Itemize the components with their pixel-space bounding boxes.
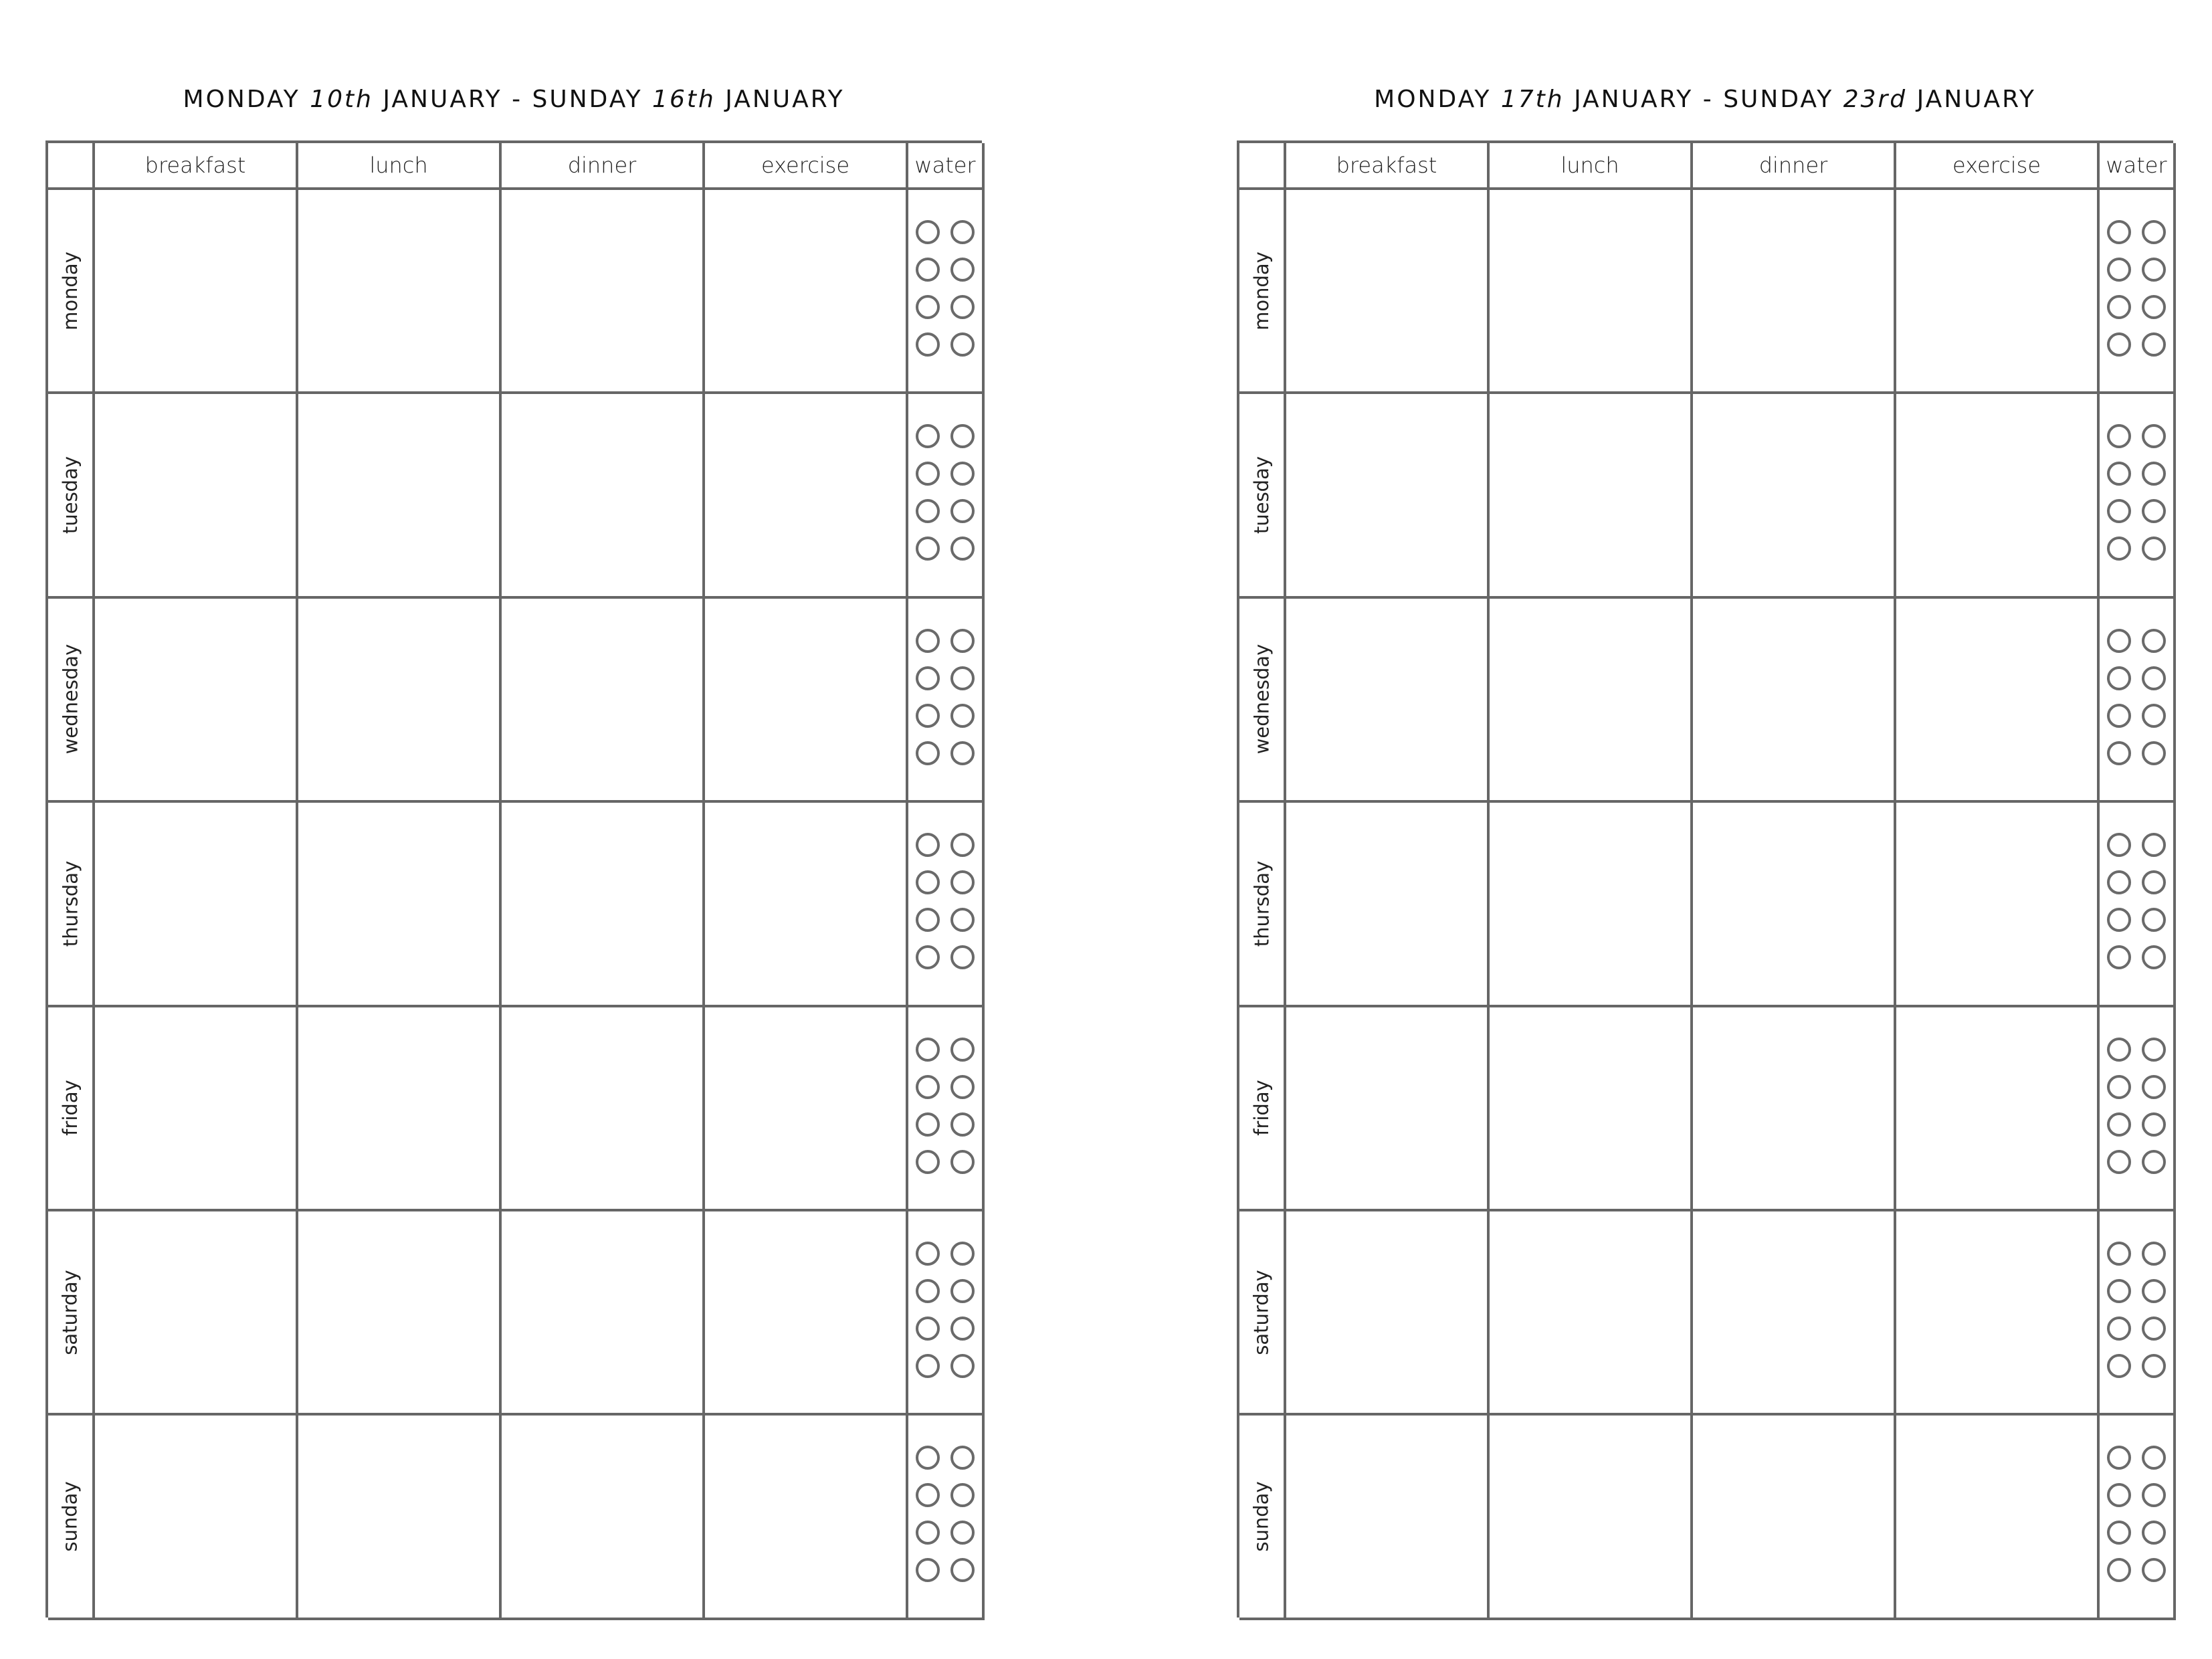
water-glass-circle[interactable]	[916, 424, 940, 448]
exercise-cell-saturday[interactable]	[1896, 1211, 2100, 1416]
dinner-cell-wednesday[interactable]	[502, 599, 705, 803]
water-glass-circle[interactable]	[950, 295, 975, 319]
day-label-cell-tuesday	[48, 394, 95, 598]
water-glass-circle[interactable]	[2107, 1354, 2131, 1378]
water-glass-circle[interactable]	[916, 258, 940, 282]
water-glass-circle[interactable]	[2142, 424, 2166, 448]
breakfast-cell-saturday[interactable]	[1286, 1211, 1490, 1416]
water-tracker-tuesday	[908, 394, 985, 598]
water-glass-circle[interactable]	[950, 833, 975, 857]
water-glass-circle[interactable]	[2142, 1354, 2166, 1378]
breakfast-cell-monday[interactable]	[95, 190, 298, 394]
dinner-cell-sunday[interactable]	[502, 1416, 705, 1620]
water-glass-circle[interactable]	[916, 1521, 940, 1545]
water-glass-circle[interactable]	[916, 1558, 940, 1582]
water-glass-circle[interactable]	[2142, 908, 2166, 932]
water-glass-circle[interactable]	[950, 424, 975, 448]
water-glass-circle[interactable]	[916, 220, 940, 244]
dinner-cell-monday[interactable]	[1693, 190, 1896, 394]
title-end-weekday: SUNDAY	[1723, 86, 1834, 113]
water-glass-circle[interactable]	[2107, 1446, 2131, 1470]
day-label: sunday	[59, 1481, 82, 1552]
water-glass-circle[interactable]	[2142, 870, 2166, 894]
lunch-cell-tuesday[interactable]	[298, 394, 502, 598]
water-glass-circle[interactable]	[950, 908, 975, 932]
water-glass-circle[interactable]	[2142, 536, 2166, 561]
title-separator: -	[512, 86, 523, 113]
water-tracker-tuesday	[2100, 394, 2176, 598]
water-tracker-wednesday	[908, 599, 985, 803]
day-label-cell-saturday	[1239, 1211, 1286, 1416]
breakfast-cell-monday[interactable]	[1286, 190, 1490, 394]
title-start-month: JANUARY	[1574, 86, 1694, 113]
water-glass-circle[interactable]	[2107, 666, 2131, 690]
water-glass-circle[interactable]	[2107, 945, 2131, 969]
water-glass-circle[interactable]	[2107, 1521, 2131, 1545]
lunch-cell-tuesday[interactable]	[1490, 394, 1693, 598]
day-label-cell-monday	[1239, 190, 1286, 394]
water-glass-circle[interactable]	[2107, 295, 2131, 319]
week-page-right	[1237, 0, 2173, 1659]
water-glass-circle[interactable]	[2107, 499, 2131, 523]
day-label: friday	[59, 1080, 82, 1137]
title-separator: -	[1702, 86, 1714, 113]
exercise-cell-sunday[interactable]	[1896, 1416, 2100, 1620]
exercise-cell-thursday[interactable]	[1896, 803, 2100, 1007]
breakfast-cell-sunday[interactable]	[95, 1416, 298, 1620]
title-end-weekday: SUNDAY	[532, 86, 643, 113]
water-glass-circle[interactable]	[916, 870, 940, 894]
water-glass-circle[interactable]	[950, 945, 975, 969]
title-start-day: 17th	[1500, 86, 1565, 113]
water-glass-circle[interactable]	[950, 1242, 975, 1266]
day-label-cell-thursday	[1239, 803, 1286, 1007]
day-label: thursday	[1250, 860, 1274, 947]
water-glass-circle[interactable]	[2142, 1150, 2166, 1174]
water-tracker-thursday	[2100, 803, 2176, 1007]
day-label: sunday	[1250, 1481, 1273, 1552]
day-label: saturday	[59, 1269, 82, 1355]
day-label-cell-wednesday	[48, 599, 95, 803]
water-glass-circle[interactable]	[916, 908, 940, 932]
water-glass-circle[interactable]	[2107, 220, 2131, 244]
title-start-day: 10th	[310, 86, 373, 113]
exercise-cell-thursday[interactable]	[705, 803, 908, 1007]
water-glass-circle[interactable]	[2142, 1558, 2166, 1582]
water-glass-circle[interactable]	[916, 629, 940, 653]
lunch-cell-saturday[interactable]	[1490, 1211, 1693, 1416]
lunch-cell-wednesday[interactable]	[298, 599, 502, 803]
water-glass-circle[interactable]	[2142, 499, 2166, 523]
lunch-cell-friday[interactable]	[1490, 1007, 1693, 1211]
water-glass-circle[interactable]	[950, 536, 975, 561]
water-glass-circle[interactable]	[950, 1354, 975, 1378]
lunch-cell-friday[interactable]	[298, 1007, 502, 1211]
water-glass-circle[interactable]	[2107, 1038, 2131, 1062]
exercise-cell-tuesday[interactable]	[1896, 394, 2100, 598]
day-label-cell-thursday	[48, 803, 95, 1007]
breakfast-cell-tuesday[interactable]	[1286, 394, 1490, 598]
day-label-cell-tuesday	[1239, 394, 1286, 598]
water-tracker-monday	[2100, 190, 2176, 394]
breakfast-cell-friday[interactable]	[95, 1007, 298, 1211]
breakfast-cell-thursday[interactable]	[95, 803, 298, 1007]
title-end-month: JANUARY	[725, 86, 845, 113]
water-glass-circle[interactable]	[950, 1112, 975, 1137]
column-header-breakfast: breakfast	[95, 143, 298, 190]
dinner-cell-tuesday[interactable]	[502, 394, 705, 598]
day-label: monday	[59, 251, 82, 330]
water-glass-circle[interactable]	[916, 666, 940, 690]
column-header-dinner: dinner	[502, 143, 705, 190]
exercise-cell-monday[interactable]	[705, 190, 908, 394]
lunch-cell-sunday[interactable]	[298, 1416, 502, 1620]
title-end-day: 16th	[652, 86, 716, 113]
column-header-water: water	[2100, 143, 2176, 190]
day-label-cell-sunday	[48, 1416, 95, 1620]
column-header-exercise: exercise	[1896, 143, 2100, 190]
water-glass-circle[interactable]	[2142, 220, 2166, 244]
water-glass-circle[interactable]	[916, 295, 940, 319]
water-glass-circle[interactable]	[2142, 1521, 2166, 1545]
corner-cell	[1239, 143, 1286, 190]
water-glass-circle[interactable]	[950, 629, 975, 653]
week-title	[45, 86, 982, 113]
day-label-cell-wednesday	[1239, 599, 1286, 803]
column-header-lunch: lunch	[298, 143, 502, 190]
column-header-dinner: dinner	[1693, 143, 1896, 190]
water-tracker-monday	[908, 190, 985, 394]
dinner-cell-friday[interactable]	[502, 1007, 705, 1211]
water-glass-circle[interactable]	[950, 462, 975, 486]
water-glass-circle[interactable]	[2107, 1483, 2131, 1507]
water-glass-circle[interactable]	[2107, 1242, 2131, 1266]
water-glass-circle[interactable]	[2142, 1483, 2166, 1507]
water-glass-circle[interactable]	[916, 1483, 940, 1507]
water-glass-circle[interactable]	[916, 1279, 940, 1303]
lunch-cell-monday[interactable]	[298, 190, 502, 394]
water-glass-circle[interactable]	[2107, 1112, 2131, 1137]
water-glass-circle[interactable]	[2142, 741, 2166, 765]
meal-planner-grid	[45, 140, 982, 1618]
water-glass-circle[interactable]	[2142, 462, 2166, 486]
week-page-left	[45, 0, 982, 1659]
water-glass-circle[interactable]	[950, 332, 975, 357]
day-label: tuesday	[59, 456, 82, 534]
dinner-cell-saturday[interactable]	[1693, 1211, 1896, 1416]
title-start-weekday: MONDAY	[183, 86, 300, 113]
water-glass-circle[interactable]	[2107, 833, 2131, 857]
day-label-cell-friday	[1239, 1007, 1286, 1211]
day-label: tuesday	[1250, 456, 1274, 534]
water-glass-circle[interactable]	[2107, 536, 2131, 561]
day-label: thursday	[59, 860, 82, 947]
water-glass-circle[interactable]	[950, 741, 975, 765]
lunch-cell-sunday[interactable]	[1490, 1416, 1693, 1620]
water-glass-circle[interactable]	[2142, 666, 2166, 690]
water-glass-circle[interactable]	[2107, 1150, 2131, 1174]
day-label-cell-friday	[48, 1007, 95, 1211]
water-glass-circle[interactable]	[916, 536, 940, 561]
water-glass-circle[interactable]	[950, 1150, 975, 1174]
dinner-cell-wednesday[interactable]	[1693, 599, 1896, 803]
day-label: monday	[1250, 251, 1273, 330]
water-glass-circle[interactable]	[916, 1150, 940, 1174]
water-glass-circle[interactable]	[950, 1446, 975, 1470]
dinner-cell-thursday[interactable]	[502, 803, 705, 1007]
water-glass-circle[interactable]	[950, 1521, 975, 1545]
water-glass-circle[interactable]	[2107, 424, 2131, 448]
lunch-cell-thursday[interactable]	[298, 803, 502, 1007]
breakfast-cell-saturday[interactable]	[95, 1211, 298, 1416]
water-glass-circle[interactable]	[2142, 1038, 2166, 1062]
water-glass-circle[interactable]	[2142, 295, 2166, 319]
water-tracker-thursday	[908, 803, 985, 1007]
day-label: friday	[1250, 1080, 1273, 1137]
water-glass-circle[interactable]	[916, 833, 940, 857]
exercise-cell-friday[interactable]	[705, 1007, 908, 1211]
column-header-water: water	[908, 143, 985, 190]
water-glass-circle[interactable]	[950, 1279, 975, 1303]
title-start-month: JANUARY	[383, 86, 502, 113]
water-tracker-sunday	[2100, 1416, 2176, 1620]
dinner-cell-saturday[interactable]	[502, 1211, 705, 1416]
lunch-cell-thursday[interactable]	[1490, 803, 1693, 1007]
water-glass-circle[interactable]	[916, 1354, 940, 1378]
water-glass-circle[interactable]	[2142, 945, 2166, 969]
water-glass-circle[interactable]	[2142, 704, 2166, 728]
water-glass-circle[interactable]	[950, 666, 975, 690]
title-end-day: 23rd	[1843, 86, 1908, 113]
water-glass-circle[interactable]	[916, 1112, 940, 1137]
column-header-exercise: exercise	[705, 143, 908, 190]
corner-cell	[48, 143, 95, 190]
water-glass-circle[interactable]	[2107, 258, 2131, 282]
day-label: saturday	[1250, 1269, 1274, 1355]
water-glass-circle[interactable]	[916, 1446, 940, 1470]
lunch-cell-monday[interactable]	[1490, 190, 1693, 394]
water-glass-circle[interactable]	[2107, 332, 2131, 357]
water-glass-circle[interactable]	[2107, 1558, 2131, 1582]
water-glass-circle[interactable]	[2107, 629, 2131, 653]
lunch-cell-wednesday[interactable]	[1490, 599, 1693, 803]
exercise-cell-monday[interactable]	[1896, 190, 2100, 394]
water-glass-circle[interactable]	[2107, 1075, 2131, 1099]
water-glass-circle[interactable]	[916, 332, 940, 357]
breakfast-cell-thursday[interactable]	[1286, 803, 1490, 1007]
day-label-cell-monday	[48, 190, 95, 394]
water-glass-circle[interactable]	[2107, 908, 2131, 932]
water-tracker-friday	[908, 1007, 985, 1211]
water-glass-circle[interactable]	[950, 1038, 975, 1062]
breakfast-cell-tuesday[interactable]	[95, 394, 298, 598]
exercise-cell-wednesday[interactable]	[1896, 599, 2100, 803]
water-glass-circle[interactable]	[916, 1075, 940, 1099]
water-glass-circle[interactable]	[950, 499, 975, 523]
water-tracker-saturday	[2100, 1211, 2176, 1416]
water-glass-circle[interactable]	[950, 1075, 975, 1099]
water-glass-circle[interactable]	[2107, 741, 2131, 765]
day-label: wednesday	[59, 644, 82, 755]
exercise-cell-saturday[interactable]	[705, 1211, 908, 1416]
water-glass-circle[interactable]	[2142, 1075, 2166, 1099]
day-label: wednesday	[1250, 644, 1274, 755]
water-glass-circle[interactable]	[916, 741, 940, 765]
water-glass-circle[interactable]	[2142, 258, 2166, 282]
water-tracker-sunday	[908, 1416, 985, 1620]
water-glass-circle[interactable]	[2107, 704, 2131, 728]
water-glass-circle[interactable]	[916, 704, 940, 728]
breakfast-cell-wednesday[interactable]	[95, 599, 298, 803]
week-title	[1237, 86, 2173, 113]
column-header-lunch: lunch	[1490, 143, 1693, 190]
water-glass-circle[interactable]	[916, 1242, 940, 1266]
meal-planner-grid	[1237, 140, 2173, 1618]
exercise-cell-wednesday[interactable]	[705, 599, 908, 803]
water-glass-circle[interactable]	[2142, 332, 2166, 357]
water-glass-circle[interactable]	[2142, 1316, 2166, 1341]
water-glass-circle[interactable]	[2107, 1279, 2131, 1303]
water-glass-circle[interactable]	[2142, 1279, 2166, 1303]
water-glass-circle[interactable]	[2142, 629, 2166, 653]
water-glass-circle[interactable]	[2107, 462, 2131, 486]
dinner-cell-monday[interactable]	[502, 190, 705, 394]
water-tracker-wednesday	[2100, 599, 2176, 803]
exercise-cell-tuesday[interactable]	[705, 394, 908, 598]
exercise-cell-friday[interactable]	[1896, 1007, 2100, 1211]
exercise-cell-sunday[interactable]	[705, 1416, 908, 1620]
water-glass-circle[interactable]	[2107, 1316, 2131, 1341]
water-glass-circle[interactable]	[950, 258, 975, 282]
water-glass-circle[interactable]	[950, 1483, 975, 1507]
water-glass-circle[interactable]	[916, 1038, 940, 1062]
title-start-weekday: MONDAY	[1374, 86, 1492, 113]
title-end-month: JANUARY	[1916, 86, 2036, 113]
water-glass-circle[interactable]	[916, 462, 940, 486]
breakfast-cell-friday[interactable]	[1286, 1007, 1490, 1211]
water-glass-circle[interactable]	[916, 945, 940, 969]
breakfast-cell-wednesday[interactable]	[1286, 599, 1490, 803]
water-glass-circle[interactable]	[2142, 1446, 2166, 1470]
water-glass-circle[interactable]	[950, 870, 975, 894]
water-glass-circle[interactable]	[916, 499, 940, 523]
water-glass-circle[interactable]	[950, 1558, 975, 1582]
water-glass-circle[interactable]	[2142, 1242, 2166, 1266]
dinner-cell-sunday[interactable]	[1693, 1416, 1896, 1620]
column-header-breakfast: breakfast	[1286, 143, 1490, 190]
lunch-cell-saturday[interactable]	[298, 1211, 502, 1416]
water-glass-circle[interactable]	[2142, 1112, 2166, 1137]
water-glass-circle[interactable]	[950, 1316, 975, 1341]
breakfast-cell-sunday[interactable]	[1286, 1416, 1490, 1620]
day-label-cell-sunday	[1239, 1416, 1286, 1620]
water-glass-circle[interactable]	[2107, 870, 2131, 894]
water-tracker-friday	[2100, 1007, 2176, 1211]
water-glass-circle[interactable]	[950, 220, 975, 244]
dinner-cell-tuesday[interactable]	[1693, 394, 1896, 598]
dinner-cell-thursday[interactable]	[1693, 803, 1896, 1007]
dinner-cell-friday[interactable]	[1693, 1007, 1896, 1211]
day-label-cell-saturday	[48, 1211, 95, 1416]
water-glass-circle[interactable]	[950, 704, 975, 728]
water-glass-circle[interactable]	[2142, 833, 2166, 857]
water-tracker-saturday	[908, 1211, 985, 1416]
water-glass-circle[interactable]	[916, 1316, 940, 1341]
